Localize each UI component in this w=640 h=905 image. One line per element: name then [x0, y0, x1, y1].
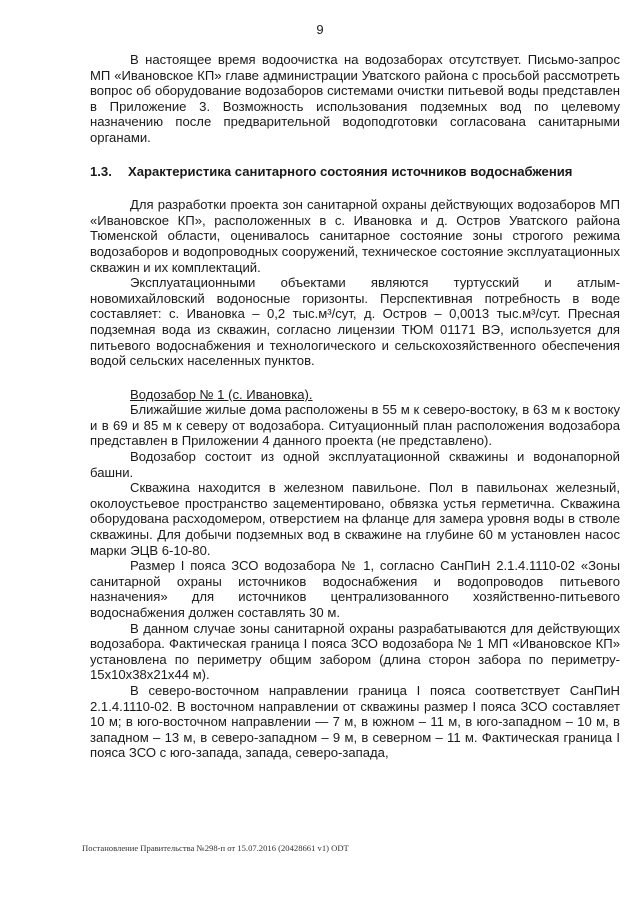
- body-paragraph: Размер I пояса ЗСО водозабора № 1, согласно СанПиН 2.1.4.1110-02 «Зоны санитарной охраны источников водоснабжения и водопроводов питьевого назначения» для источников централизованного хозяйственно-питьевого водоснабжения должен составлять 30 м.: [90, 558, 620, 620]
- subsection-title: Водозабор № 1 (с. Ивановка).: [130, 386, 313, 402]
- body-paragraph: Скважина находится в железном павильоне. Пол в павильонах железный, околоустьевое пространство зацементировано, обвязка устья герметична. Скважина оборудована расходомером, отверстием на фланце для замера уровня воды в стволе скважины. Для добычи подземных вод в скважине на глубине 60 м установлен насос марки ЭЦВ 6-10-80.: [90, 480, 620, 558]
- section-paragraph: Эксплуатационными объектами являются туртусский и атлым-новомихайловский водоносные горизонты. Перспективная потребность в воде составляет: с. Ивановка – 0,2 тыс.м³/сут, д. Остров – 0,0013 тыс.м³/сут. Пресная подземная вода из скважин, согласно лицензии ТЮМ 01171 ВЭ, используется для питьевого водоснабжения и технологического и сельскохозяйственного обеспечения водой сельских населенных пунктов.: [90, 275, 620, 369]
- body-paragraph: В данном случае зоны санитарной охраны разрабатываются для действующих водозабора. Фактическая граница I пояса ЗСО водозабора № 1 МП «Ивановское КП» установлена по периметру общим забором (длина сторон забора по периметру- 15х10х38х21х44 м).: [90, 620, 620, 683]
- section-number: 1.3.: [90, 163, 112, 179]
- body-paragraph: В северо-восточном направлении граница I пояса соответствует СанПиН 2.1.4.1110-02. В восточном направлении от скважины размер I пояса ЗСО составляет 10 м; в юго-восточном направлении — 7 м, в южном – 11 м, в юго-западном – 10 м, в западном – 13 м, в северо-западном – 9 м, в северном – 11 м. Фактическая граница I пояса ЗСО с юго-запада, запада, северо-запада,: [90, 682, 620, 761]
- page-number: 9: [316, 22, 324, 37]
- section-title: Характеристика санитарного состояния источников водоснабжения: [128, 163, 573, 179]
- section-paragraph: Для разработки проекта зон санитарной охраны действующих водозаборов МП «Ивановское КП», расположенных в с. Ивановка и д. Остров Уватского района Тюменской области, оценивалось санитарное состояние зоны строгого режима водозаборов и водопроводных сооружений, техническое состояние эксплуатационных скважин и их комплектаций.: [90, 197, 620, 275]
- body-paragraph: Ближайшие жилые дома расположены в 55 м к северо-востоку, в 63 м к востоку и в 69 и 85 м к северу от водозабора. Ситуационный план расположения водозабора представлен в Приложении 4 данного проекта (не представлено).: [90, 402, 620, 449]
- section-heading: [90, 164, 620, 180]
- body-paragraph: Водозабор состоит из одной эксплуатационной скважины и водонапорной башни.: [90, 449, 620, 480]
- document-body: [90, 52, 620, 761]
- intro-paragraph: В настоящее время водоочистка на водозаборах отсутствует. Письмо-запрос МП «Ивановское КП» главе администрации Уватского района с просьбой рассмотреть вопрос об оборудование водозаборов системами очистки питьевой воды представлен в Приложение 3. Возможность использования подземных вод по целевому назначению после предварительной водоподготовки согласована санитарными органами.: [90, 52, 620, 145]
- page-footer: Постановление Правительства №298-п от 15.07.2016 (20428661 v1) ODT: [82, 843, 349, 853]
